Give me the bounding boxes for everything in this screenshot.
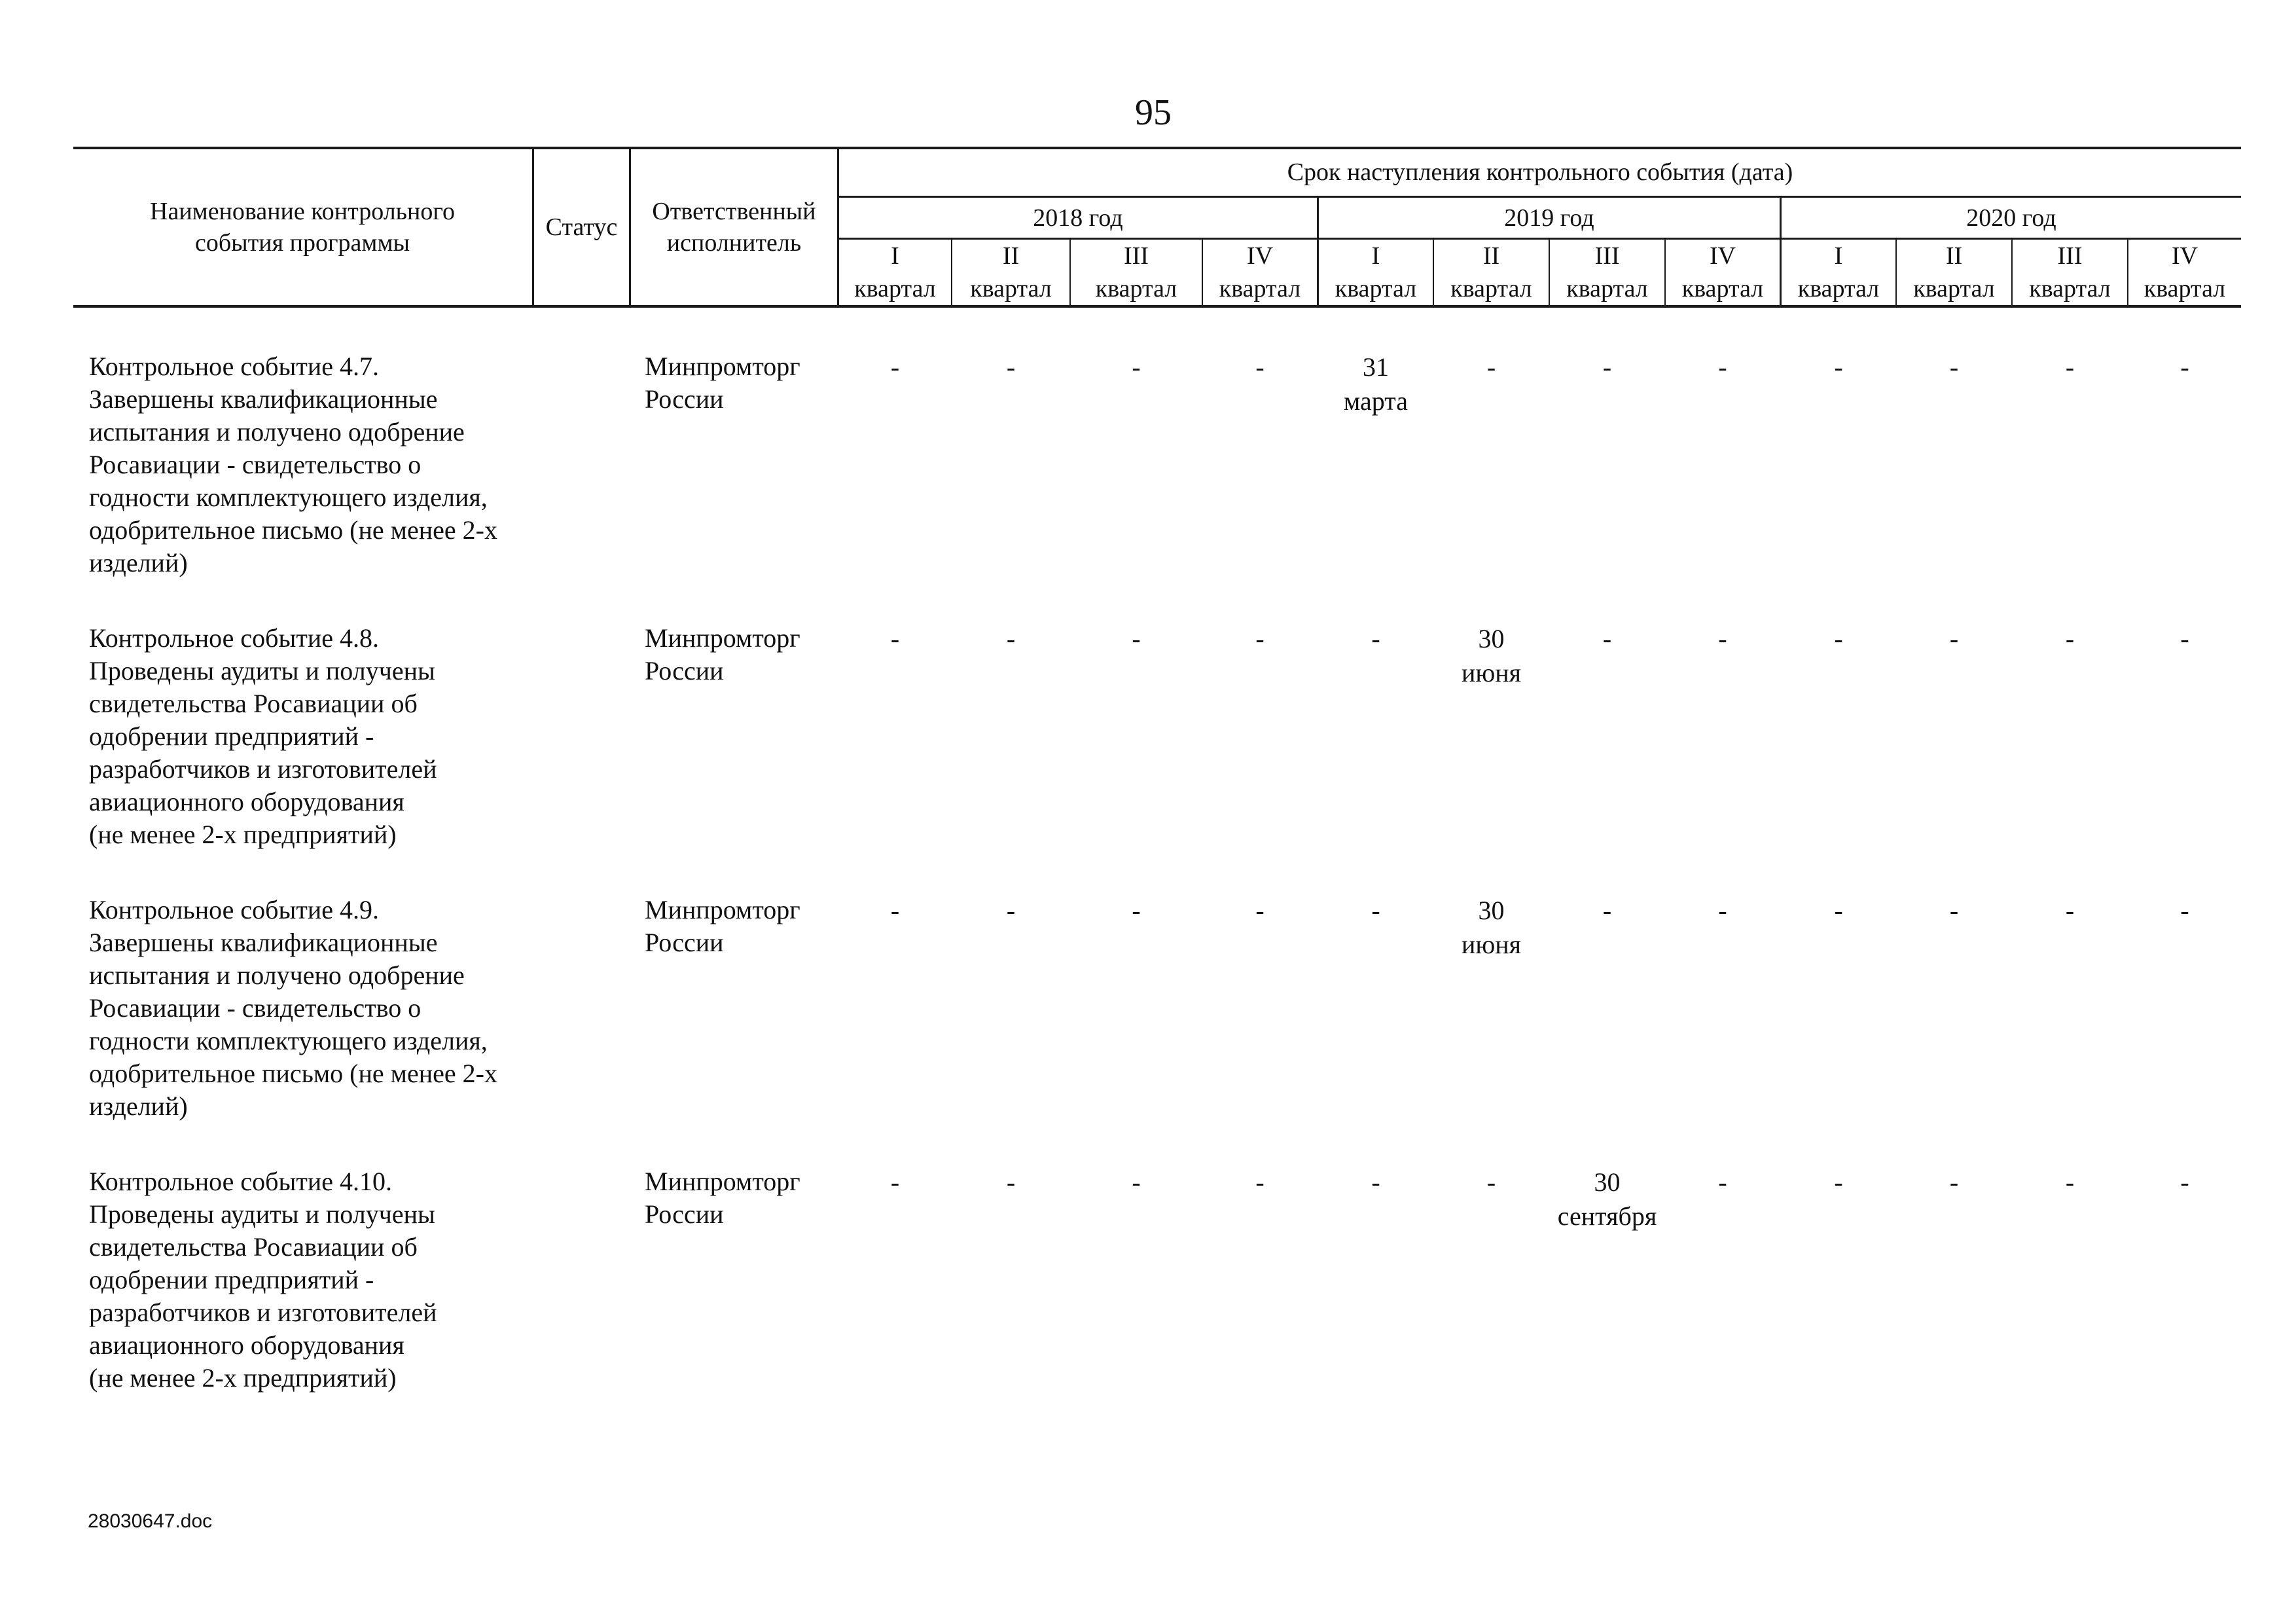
quarter-number: I (1371, 242, 1380, 270)
quarter-value-line: - (1006, 624, 1016, 653)
event-executor-line: России (645, 656, 724, 685)
event-name (89, 894, 547, 1123)
quarter-value-cell (2128, 350, 2241, 384)
quarter-header-cell (2128, 240, 2241, 310)
header-name-column (73, 149, 531, 305)
quarter-value-line: 30 (1594, 1167, 1621, 1197)
quarter-value-line: июня (1461, 930, 1522, 959)
event-name-line: авиационного оборудования (89, 1330, 404, 1360)
quarter-number: II (1002, 242, 1020, 270)
event-name-line: изделий) (89, 548, 188, 577)
quarter-word: квартал (1219, 275, 1301, 302)
quarter-word: квартал (1450, 275, 1532, 302)
quarter-number: II (1945, 242, 1963, 270)
quarter-value-cell (2128, 1165, 2241, 1199)
quarter-number: I (891, 242, 899, 270)
quarter-value-line: - (1718, 624, 1727, 653)
quarter-value-line: марта (1344, 386, 1408, 416)
quarter-value-line: - (1718, 896, 1727, 925)
quarter-value-line: - (890, 1167, 900, 1197)
event-name (89, 1165, 547, 1395)
quarter-value-cell (1666, 350, 1780, 384)
event-name-line: одобрительное письмо (не менее 2-х (89, 1059, 497, 1088)
event-executor (645, 894, 841, 959)
quarter-value-cell (1782, 1165, 1895, 1199)
quarter-value-cell (1203, 350, 1317, 384)
quarter-word: квартал (1681, 275, 1764, 302)
event-name-line: Проведены аудиты и получены (89, 1199, 435, 1229)
event-name (89, 350, 547, 579)
quarter-header-cell (839, 240, 951, 310)
event-name-line: Завершены квалификационные (89, 928, 438, 957)
quarter-value-cell (2128, 894, 2241, 928)
header-executor-line: Ответственный (652, 198, 816, 225)
event-name-line: Контрольное событие 4.9. (89, 895, 380, 924)
quarter-value-line: - (2180, 352, 2189, 382)
quarter-value-line: - (1371, 896, 1380, 925)
quarter-value-line: - (1371, 624, 1380, 653)
event-executor (645, 1165, 841, 1231)
quarter-value-line: - (1255, 624, 1265, 653)
quarter-value-cell (1666, 1165, 1780, 1199)
event-executor-line: Минпромторг (645, 1167, 800, 1196)
quarter-header-cell (1782, 240, 1895, 310)
quarter-value-line: - (2065, 1167, 2075, 1197)
quarter-value-cell (1203, 1165, 1317, 1199)
quarter-value-cell (1897, 622, 2011, 656)
quarter-value-line: - (890, 896, 900, 925)
event-executor (645, 622, 841, 687)
quarter-value-line: - (1834, 1167, 1843, 1197)
quarter-value-line: - (1949, 352, 1959, 382)
quarter-value-cell (1782, 894, 1895, 928)
quarter-value-cell (1071, 350, 1202, 384)
event-name-line: испытания и получено одобрение (89, 417, 465, 447)
quarter-value-line: - (1834, 624, 1843, 653)
quarter-value-cell (1203, 622, 1317, 656)
document-code: 28030647.doc (88, 1510, 213, 1532)
quarter-value-line: - (1486, 352, 1496, 382)
quarter-value-cell (1071, 894, 1202, 928)
event-name-line: Росавиации - свидетельство о (89, 993, 422, 1023)
quarter-value-cell (1897, 1165, 2011, 1199)
header-status-label: Статус (545, 213, 618, 241)
quarter-value-cell (1071, 1165, 1202, 1199)
page-number: 95 (1135, 92, 1172, 133)
quarter-word: квартал (854, 275, 936, 302)
quarter-value-cell (839, 894, 951, 928)
quarter-value-line: - (2180, 624, 2189, 653)
event-name-line: свидетельства Росавиации об (89, 689, 418, 718)
quarter-value-line: - (1834, 352, 1843, 382)
quarter-value-line: - (1949, 1167, 1959, 1197)
quarter-number: I (1834, 242, 1843, 270)
quarter-value-cell (1434, 622, 1549, 690)
quarter-value-cell (1782, 350, 1895, 384)
quarter-value-line: - (1602, 896, 1612, 925)
quarter-value-cell (839, 622, 951, 656)
event-name-line: Контрольное событие 4.8. (89, 623, 380, 653)
quarter-word: квартал (1913, 275, 1995, 302)
quarter-value-cell (1319, 350, 1433, 418)
event-executor-line: Минпромторг (645, 352, 800, 381)
event-name-line: разработчиков и изготовителей (89, 1298, 437, 1327)
quarter-value-line: - (1006, 352, 1016, 382)
event-name-line: Контрольное событие 4.7. (89, 352, 380, 381)
event-executor-line: России (645, 384, 724, 414)
quarter-value-line: - (1006, 896, 1016, 925)
event-name-line: (не менее 2-х предприятий) (89, 820, 397, 849)
quarter-value-cell (1550, 350, 1664, 384)
event-name-line: Росавиации - свидетельство о (89, 450, 422, 479)
quarter-value-cell (2013, 1165, 2127, 1199)
quarter-header-cell (1434, 240, 1549, 310)
event-executor-line: России (645, 928, 724, 957)
quarter-number: III (2057, 242, 2083, 270)
quarter-value-cell (1550, 622, 1664, 656)
quarter-number: IV (2171, 242, 2198, 270)
quarter-value-line: - (1006, 1167, 1016, 1197)
quarter-header-cell (1666, 240, 1780, 310)
quarter-value-cell (1319, 622, 1433, 656)
quarter-value-cell (1666, 894, 1780, 928)
quarter-value-cell (1319, 894, 1433, 928)
header-executor-column (631, 149, 837, 305)
quarter-number: III (1594, 242, 1620, 270)
quarter-value-cell (2128, 622, 2241, 656)
quarter-value-cell (952, 350, 1069, 384)
event-name-line: годности комплектующего изделия, (89, 1026, 488, 1055)
quarter-header-cell (1550, 240, 1664, 310)
event-name-line: изделий) (89, 1091, 188, 1121)
quarter-value-line: - (1371, 1167, 1380, 1197)
quarter-value-line: 31 (1363, 352, 1389, 382)
quarter-number: II (1482, 242, 1500, 270)
quarter-word: квартал (1566, 275, 1648, 302)
quarter-value-cell (1666, 622, 1780, 656)
quarter-header-cell (952, 240, 1069, 310)
quarter-number: IV (1246, 242, 1274, 270)
quarter-value-line: - (1132, 1167, 1141, 1197)
event-name-line: одобрении предприятий - (89, 1265, 374, 1294)
quarter-value-line: - (1602, 624, 1612, 653)
event-name-line: разработчиков и изготовителей (89, 754, 437, 784)
header-executor-line: исполнитель (666, 229, 802, 257)
quarter-value-cell (1071, 622, 1202, 656)
quarter-value-line: - (890, 352, 900, 382)
quarter-value-cell (2013, 894, 2127, 928)
quarter-value-cell (839, 350, 951, 384)
quarter-header-cell (1897, 240, 2011, 310)
header-deadline-title: Срок наступления контрольного события (дата) (1287, 158, 1793, 186)
quarter-value-cell (1319, 1165, 1433, 1199)
quarter-value-line: - (2065, 352, 2075, 382)
event-name (89, 622, 547, 851)
quarter-word: квартал (970, 275, 1052, 302)
event-executor-line: Минпромторг (645, 895, 800, 924)
quarter-value-cell (1434, 894, 1549, 962)
quarter-value-cell (1897, 894, 2011, 928)
quarter-word: квартал (2144, 275, 2226, 302)
quarter-header-cell (1203, 240, 1317, 310)
header-name-line: Наименование контрольного (150, 198, 455, 225)
header-year-2020: 2020 год (1966, 204, 2056, 232)
quarter-value-cell (2013, 622, 2127, 656)
event-name-line: годности комплектующего изделия, (89, 483, 488, 512)
quarter-word: квартал (2029, 275, 2111, 302)
quarter-value-line: - (1132, 896, 1141, 925)
quarter-value-cell (952, 894, 1069, 928)
quarter-value-cell (2013, 350, 2127, 384)
quarter-value-line: - (1486, 1167, 1496, 1197)
quarter-header-cell (1319, 240, 1433, 310)
quarter-value-line: - (1834, 896, 1843, 925)
quarter-header-cell (1071, 240, 1202, 310)
event-name-line: свидетельства Росавиации об (89, 1232, 418, 1262)
quarter-value-line: - (2065, 896, 2075, 925)
quarter-value-cell (839, 1165, 951, 1199)
quarter-value-line: - (1949, 896, 1959, 925)
event-executor (645, 350, 841, 416)
event-name-line: Проведены аудиты и получены (89, 656, 435, 685)
quarter-value-line: - (1255, 1167, 1265, 1197)
quarter-number: III (1124, 242, 1149, 270)
quarter-value-line: - (1718, 1167, 1727, 1197)
quarter-value-line: - (1255, 352, 1265, 382)
quarter-value-line: - (1255, 896, 1265, 925)
quarter-value-cell (952, 622, 1069, 656)
event-name-line: Контрольное событие 4.10. (89, 1167, 393, 1196)
quarter-word: квартал (1095, 275, 1177, 302)
quarter-value-line: - (890, 624, 900, 653)
quarter-value-cell (1203, 894, 1317, 928)
quarter-value-cell (1782, 622, 1895, 656)
quarter-number: IV (1709, 242, 1736, 270)
quarter-value-cell (1434, 350, 1549, 384)
event-name-line: одобрительное письмо (не менее 2-х (89, 515, 497, 545)
quarter-value-line: - (1718, 352, 1727, 382)
quarter-value-line: - (2180, 1167, 2189, 1197)
quarter-value-line: - (2065, 624, 2075, 653)
quarter-value-cell (1434, 1165, 1549, 1199)
quarter-value-line: 30 (1478, 624, 1505, 653)
event-name-line: одобрении предприятий - (89, 721, 374, 751)
quarter-value-cell (952, 1165, 1069, 1199)
quarter-value-line: 30 (1478, 896, 1505, 925)
event-executor-line: России (645, 1199, 724, 1229)
quarter-value-line: - (2180, 896, 2189, 925)
quarter-value-cell (1897, 350, 2011, 384)
quarter-value-line: - (1602, 352, 1612, 382)
quarter-value-cell (1550, 1165, 1664, 1233)
header-year-2019: 2019 год (1504, 204, 1594, 232)
event-name-line: испытания и получено одобрение (89, 960, 465, 990)
quarter-value-line: - (1949, 624, 1959, 653)
quarter-header-cell (2013, 240, 2127, 310)
event-name-line: (не менее 2-х предприятий) (89, 1363, 397, 1393)
quarter-word: квартал (1797, 275, 1880, 302)
quarter-word: квартал (1335, 275, 1417, 302)
header-name-line: события программы (194, 229, 410, 257)
quarter-value-line: июня (1461, 658, 1522, 687)
event-name-line: авиационного оборудования (89, 787, 404, 816)
header-status-column (534, 149, 629, 305)
quarter-value-line: - (1132, 352, 1141, 382)
quarter-value-line: сентября (1557, 1201, 1657, 1231)
event-executor-line: Минпромторг (645, 623, 800, 653)
event-name-line: Завершены квалификационные (89, 384, 438, 414)
header-year-2018: 2018 год (1033, 204, 1123, 232)
quarter-value-cell (1550, 894, 1664, 928)
quarter-value-line: - (1132, 624, 1141, 653)
